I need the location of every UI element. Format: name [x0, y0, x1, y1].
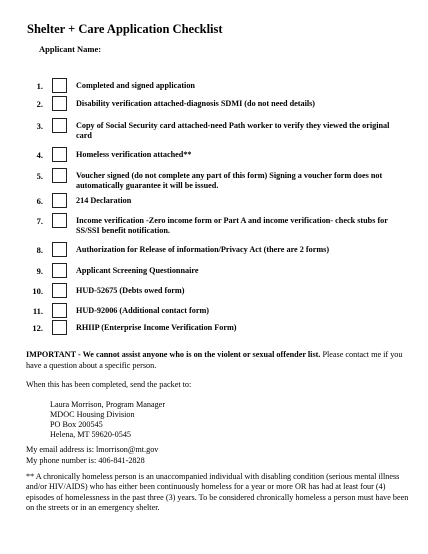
checkbox[interactable] [52, 147, 67, 162]
item-text: RHIIP (Enterprise Income Verification Form) [76, 323, 237, 332]
item-number: 2. [36, 99, 43, 109]
footnote: ** A chronically homeless person is an unaccompanied individual with disabling condition (serious mental illness and/or HIV/AIDS) who has either been continuously homeless for a year or more OR has had at least four (4) episodes of homelessness in the past three (3) years. To be considered chronically homeless a person must have been on the streets or in an emergency shelter. [26, 472, 409, 513]
checkbox[interactable] [52, 78, 67, 93]
address-line: MDOC Housing Division [50, 410, 135, 419]
checkbox[interactable] [52, 320, 67, 335]
checkbox[interactable] [52, 168, 67, 183]
checkbox[interactable] [52, 118, 67, 133]
checkbox[interactable] [52, 96, 67, 111]
item-number: 1. [36, 81, 43, 91]
item-number: 9. [36, 266, 43, 276]
item-number: 7. [36, 216, 43, 226]
page-title: Shelter + Care Application Checklist [27, 22, 223, 36]
important-notice [26, 349, 411, 371]
item-text: Homeless verification attached** [76, 150, 192, 159]
checkbox[interactable] [52, 213, 67, 228]
important-notice-rest: Please contact me if you have a question about a specific person. [26, 350, 403, 370]
item-text: HUD-92006 (Additional contact form) [76, 306, 210, 315]
checkbox[interactable] [52, 263, 67, 278]
phone-line: My phone number is: 406-841-2828 [26, 456, 145, 465]
item-number: 8. [36, 245, 43, 255]
send-instructions: When this has been completed, send the packet to: [26, 380, 192, 389]
item-number: 3. [36, 121, 43, 131]
item-number: 6. [36, 196, 43, 206]
item-text: Authorization for Release of information/Privacy Act (there are 2 forms) [76, 245, 330, 254]
item-text: Disability verification attached-diagnosis SDMI (do not need details) [76, 99, 316, 108]
item-number: 4. [36, 150, 43, 160]
checkbox[interactable] [52, 193, 67, 208]
item-text: Applicant Screening Questionnaire [76, 266, 199, 275]
applicant-name-label: Applicant Name: [39, 44, 102, 54]
important-notice-bold: IMPORTANT - We cannot assist anyone who is on the violent or sexual offender list. [26, 350, 321, 359]
checkbox[interactable] [52, 283, 67, 298]
email-line: My email address is: lmorrison@mt.gov [26, 445, 159, 454]
item-number: 12. [32, 323, 43, 333]
item-text: Income verification -Zero income form or Part A and income verification- check stubs for SS/SSI benefit notification. [76, 216, 388, 235]
item-number: 10. [32, 286, 43, 296]
address-line: Helena, MT 59620-0545 [50, 430, 132, 439]
item-number: 5. [36, 171, 43, 181]
item-text: HUD-52675 (Debts owed form) [76, 286, 185, 295]
item-text: Completed and signed application [76, 81, 195, 90]
item-text: Copy of Social Security card attached-need Path worker to verify they viewed the original card [76, 121, 390, 140]
item-number: 11. [32, 306, 43, 316]
checkbox[interactable] [52, 242, 67, 257]
item-text: 214 Declaration [76, 196, 132, 205]
checkbox[interactable] [52, 303, 67, 318]
address-line: PO Box 200545 [50, 420, 103, 429]
address-line: Laura Morrison, Program Manager [50, 400, 166, 409]
item-text: Voucher signed (do not complete any part of this form) Signing a voucher form does not automatically guarantee it will be issued. [76, 171, 383, 190]
mailing-address [50, 400, 165, 440]
